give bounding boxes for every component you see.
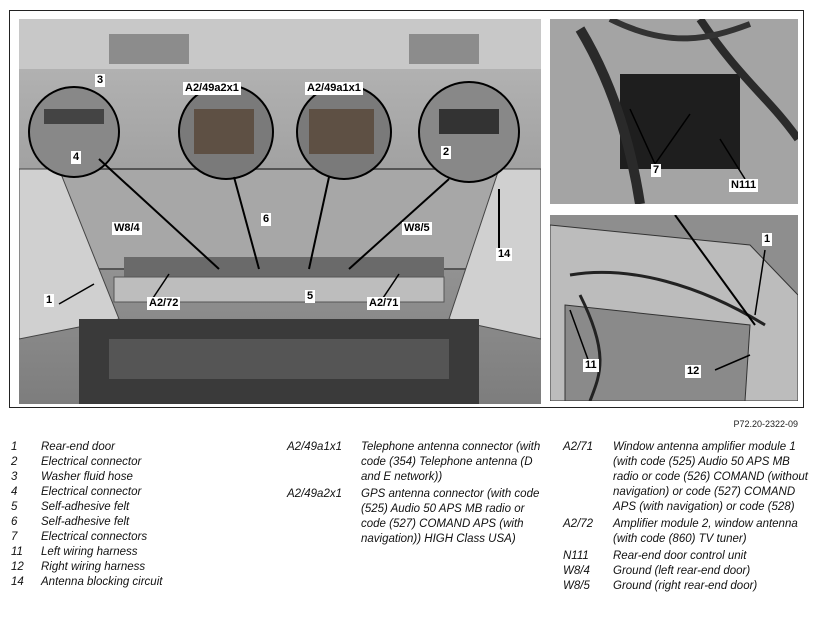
legend-desc: Antenna blocking circuit (41, 576, 163, 588)
legend-desc: Electrical connector (41, 486, 142, 498)
legend-desc: Ground (left rear-end door) (613, 565, 751, 577)
legend-desc: GPS antenna connector (with code (525) Audio 50 APS MB radio or code (527) COMAND APS (with navigation)) HIGH Class USA) (361, 488, 540, 545)
legend-desc: Rear-end door (41, 441, 115, 453)
legend-left (11, 440, 266, 590)
callout-1-small: 1 (764, 233, 771, 245)
legend-row (563, 517, 811, 547)
legend-code: 12 (11, 561, 24, 573)
legend-code: 14 (11, 576, 24, 588)
legend-row (11, 485, 266, 500)
callout-6: 6 (263, 213, 270, 225)
legend-desc: Ground (right rear-end door) (613, 580, 758, 592)
callout-n111: N111 (731, 179, 757, 191)
legend-desc: Telephone antenna connector (with code (354) Telephone antenna (D and E network)) (361, 441, 541, 483)
rear-door-photo (550, 215, 798, 401)
control-unit-photo (550, 19, 798, 204)
legend-code: 5 (11, 501, 18, 513)
legend-row (11, 560, 266, 575)
legend-code: 6 (11, 516, 18, 528)
legend-desc: Electrical connectors (41, 531, 148, 543)
legend-row (11, 530, 266, 545)
legend-code: N111 (563, 550, 589, 562)
callout-a2-49a2x1: A2/49a2x1 (185, 82, 239, 94)
callout-1-main: 1 (46, 294, 53, 306)
legend-row (11, 440, 266, 455)
callout-11: 11 (585, 359, 597, 371)
legend-row (11, 455, 266, 470)
legend-desc: Washer fluid hose (41, 471, 133, 483)
legend-row (563, 564, 811, 579)
legend-desc: Amplifier module 2, window antenna (with code (860) TV tuner) (613, 518, 798, 545)
legend-code: A2/71 (563, 441, 594, 453)
legend-code: A2/49a1x1 (287, 441, 342, 453)
legend-desc: Left wiring harness (41, 546, 138, 558)
legend-row (287, 487, 547, 547)
legend-code: 2 (11, 456, 18, 468)
legend-right (563, 440, 811, 594)
legend-row (287, 440, 547, 485)
legend-row (563, 440, 811, 515)
legend-desc: Self-adhesive felt (41, 516, 130, 528)
legend-desc: Right wiring harness (41, 561, 146, 573)
legend-desc: Electrical connector (41, 456, 142, 468)
callout-a2-49a1x1: A2/49a1x1 (307, 82, 361, 94)
legend-row (563, 579, 811, 594)
legend-desc: Rear-end door control unit (613, 550, 747, 562)
legend-code: W8/5 (563, 580, 590, 592)
legend-code: A2/72 (563, 518, 594, 530)
callout-5: 5 (307, 290, 314, 302)
callout-2: 2 (443, 146, 450, 158)
legend-code: W8/4 (563, 565, 590, 577)
legend-code: A2/49a2x1 (287, 488, 342, 500)
legend-desc: Self-adhesive felt (41, 501, 130, 513)
legend-row (11, 515, 266, 530)
callout-w8-4: W8/4 (114, 222, 140, 234)
figure-reference: P72.20-2322-09 (733, 419, 798, 429)
legend-code: 7 (11, 531, 18, 543)
callout-7: 7 (653, 164, 660, 176)
callout-w8-5: W8/5 (404, 222, 430, 234)
legend-code: 1 (11, 441, 18, 453)
callout-14: 14 (498, 248, 511, 260)
legend-row (563, 549, 811, 564)
legend-code: 3 (11, 471, 18, 483)
legend-row (11, 545, 266, 560)
callout-a2-72: A2/72 (149, 297, 179, 309)
figure-frame (9, 10, 804, 408)
callout-12: 12 (687, 365, 700, 377)
legend-code: 11 (11, 546, 23, 558)
legend-middle (287, 440, 547, 547)
legend-code: 4 (11, 486, 18, 498)
legend-row (11, 575, 266, 590)
callout-4: 4 (73, 151, 80, 163)
callout-a2-71: A2/71 (369, 297, 399, 309)
legend-desc: Window antenna amplifier module 1 (with code (525) Audio 50 APS MB radio or code (526) COMAND (without navigation) or code (527) COMAND APS (with navigation) or code (528) (613, 441, 808, 513)
legend-row (11, 500, 266, 515)
legend-row (11, 470, 266, 485)
callout-3: 3 (97, 74, 104, 86)
